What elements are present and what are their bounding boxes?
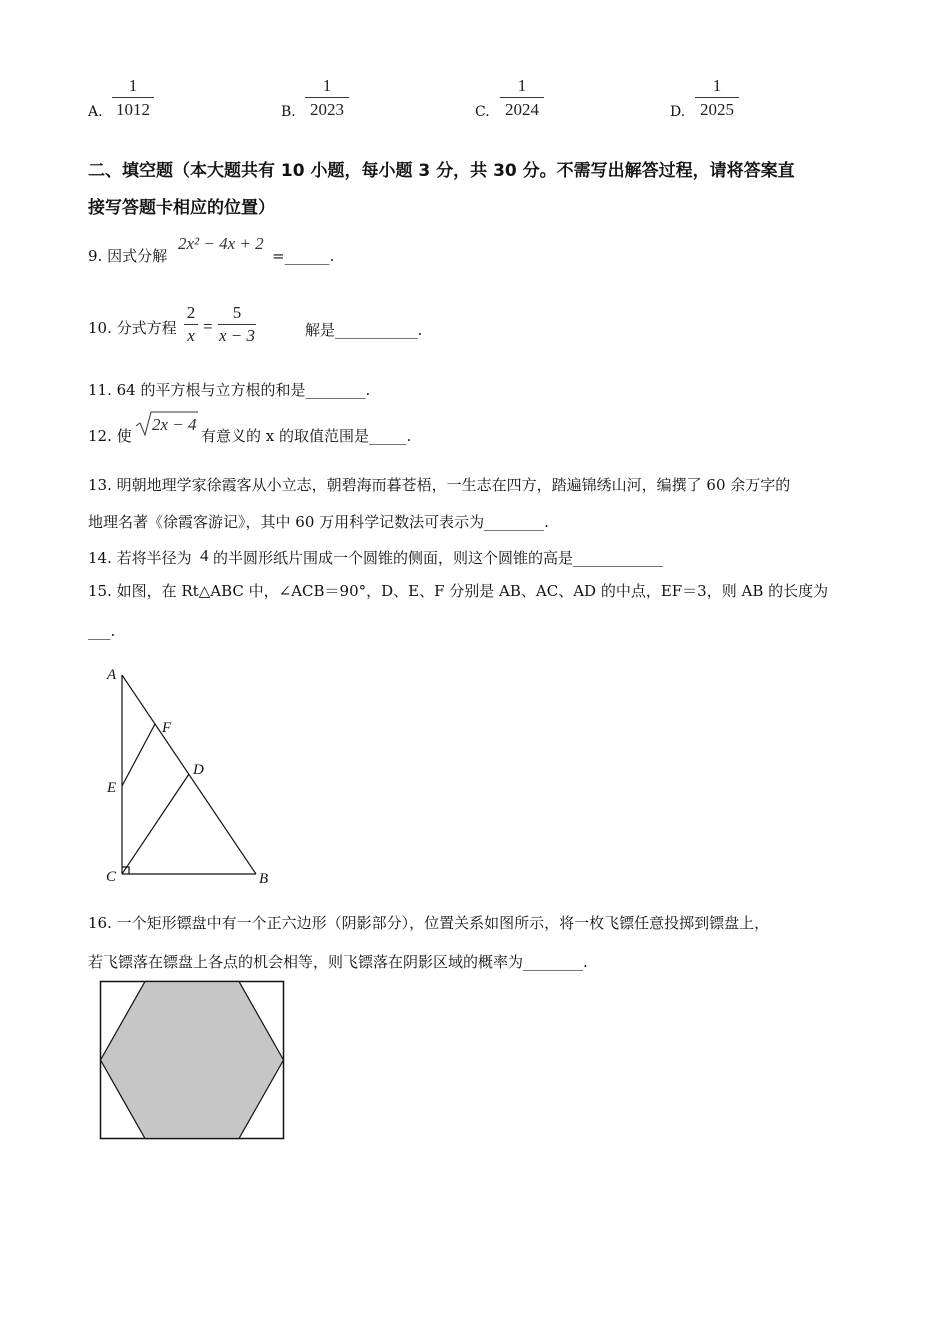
q9-suffix: =______. [272,247,335,265]
question-15-line1: 15. 如图，在 Rt△ABC 中，∠ACB＝90°，D、E、F 分别是 AB、AC、AD 的中点，EF＝3，则 AB 的长度为 [88,582,829,600]
section-heading-line2: 接写答题卡相应的位置） [88,198,275,218]
q9-expression: 2x² − 4x + 2 [178,234,264,253]
option-c-fraction [500,76,544,120]
option-d-denominator: 2025 [700,100,734,119]
label-b: B [259,871,269,887]
option-c-numerator: 1 [517,76,527,95]
option-b-numerator: 1 [322,76,332,95]
q10-lhs-fraction [184,304,198,345]
label-e: E [107,780,117,796]
question-16-line1: 16. 一个矩形镖盘中有一个正六边形（阴影部分），位置关系如图所示，将一枚飞镖任意投掷到镖盘上， [88,914,770,932]
q9-prefix: 9. 因式分解 [88,247,168,265]
q12-prefix: 12. 使 [88,427,132,445]
label-f: F [162,720,172,736]
q10-suffix: 解是___________. [305,321,423,339]
q10-lhs-numerator: 2 [186,303,196,322]
option-c-denominator: 2024 [505,100,539,119]
dartboard-figure [98,979,288,1143]
label-c: C [106,869,117,885]
q10-prefix: 10. 分式方程 [88,319,177,337]
option-d-letter: D. [670,104,686,120]
option-b-letter: B. [281,104,296,120]
segment-cd [122,774,189,874]
q10-rhs-numerator: 5 [232,303,242,322]
section-heading-line1: 二、填空题（本大题共有 10 小题，每小题 3 分，共 30 分。不需写出解答过程，请将答案直 [88,161,795,181]
option-a-letter: A. [88,104,103,120]
question-16-line2: 若飞镖落在镖盘上各点的机会相等，则飞镖落在阴影区域的概率为________. [88,953,588,971]
option-a-fraction [112,76,154,120]
q10-lhs-denominator: x [187,326,195,345]
question-13-line1: 13. 明朝地理学家徐霞客从小立志，朝碧海而暮苍梧，一生志在四方，踏遍锦绣山河，编撰了 60 余万字的 [88,476,791,494]
label-d: D [193,762,204,778]
segment-ef [122,724,155,786]
triangle-figure [98,662,288,892]
question-15-line2: ___. [88,622,116,640]
q10-rhs-denominator: x − 3 [218,326,256,345]
q10-equals: = [203,317,213,336]
q10-rhs-fraction [218,304,256,345]
question-11: 11. 64 的平方根与立方根的和是________. [88,381,371,399]
label-a: A [107,667,117,683]
option-b-denominator: 2023 [310,100,344,119]
option-c-letter: C. [475,104,490,120]
option-a-numerator: 1 [128,76,138,95]
question-13-line2: 地理名著《徐霞客游记》，其中 60 万用科学记数法可表示为________. [88,513,549,531]
option-b-fraction [305,76,349,120]
q14-radius-value: 4 [200,546,209,565]
option-a-denominator: 1012 [116,100,150,119]
option-d-fraction [695,76,739,120]
q12-radicand: 2x − 4 [152,415,197,434]
q14-prefix: 14. 若将半径为 [88,549,192,567]
q12-suffix: 有意义的 x 的取值范围是_____. [201,427,412,445]
q14-suffix: 的半圆形纸片围成一个圆锥的侧面，则这个圆锥的高是____________ [213,549,664,567]
option-d-numerator: 1 [712,76,722,95]
